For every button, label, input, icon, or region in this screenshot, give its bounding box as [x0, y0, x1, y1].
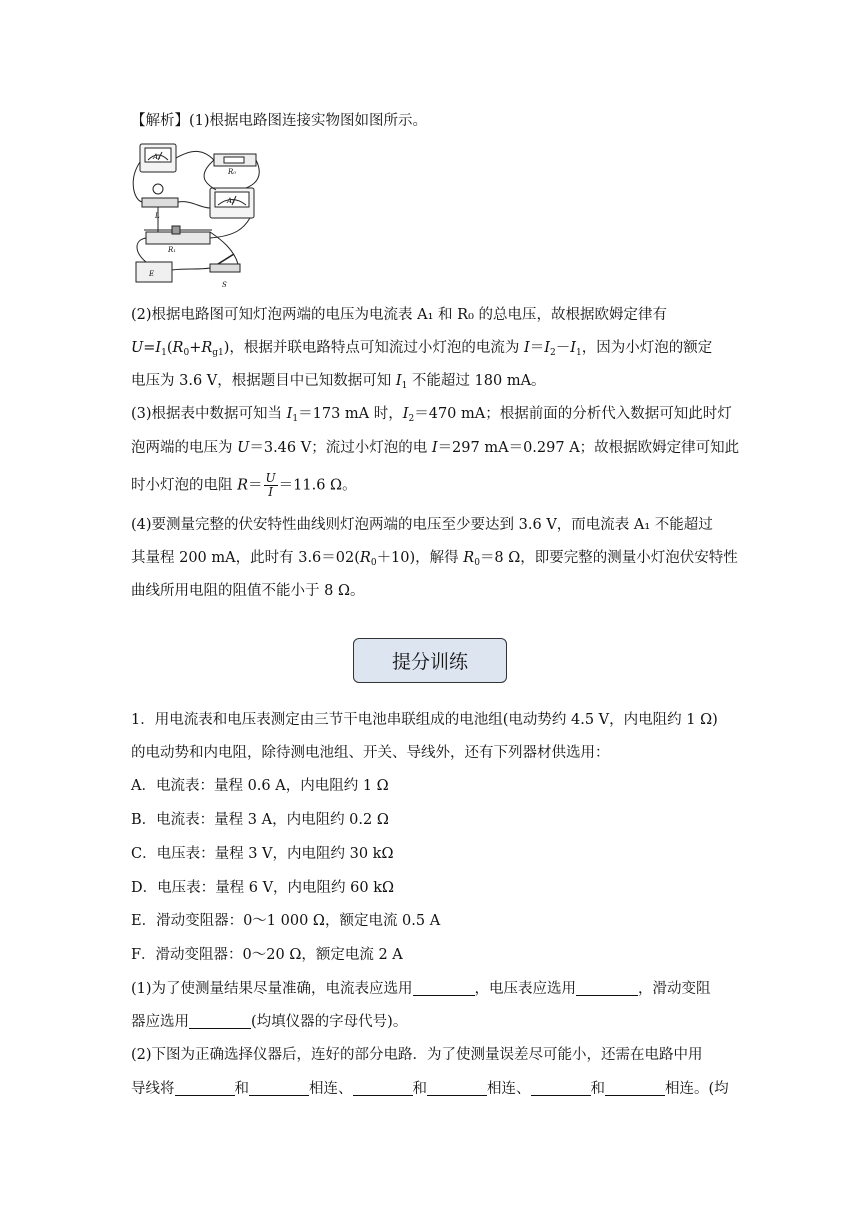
subquestion-2-line1: (2)下图为正确选择仪器后，连好的部分电路．为了使测量误差尽可能小，还需在电路中用 [131, 1047, 703, 1063]
lamp-l [153, 184, 163, 194]
answer-blank-rheostat[interactable] [189, 1014, 251, 1029]
analysis-tag: 【解析】 [131, 113, 189, 129]
switch-s [210, 264, 240, 272]
analysis-p2-line3: 电压为 3.6 V，根据题目中已知数据可知 $I_1$ 不能超过 180 mA。 [131, 373, 546, 391]
label-e: E [149, 270, 155, 278]
question-1-line1: 1．用电流表和电压表测定由三节干电池串联组成的电池组(电动势约 4.5 V，内电阻约 1 Ω) [131, 712, 718, 728]
option-a: A．电流表：量程 0.6 A，内电阻约 1 Ω [131, 778, 389, 794]
answer-blank-wire-1a[interactable] [175, 1081, 235, 1096]
option-c: C．电压表：量程 3 V，内电阻约 30 kΩ [131, 846, 394, 862]
subquestion-1-line1: (1)为了使测量结果尽量准确，电流表应选用 ，电压表应选用 ，滑动变阻 [131, 981, 711, 997]
analysis-p1: (1)根据电路图连接实物图如图所示。 [189, 113, 428, 129]
analysis-p4-line2: 其量程 200 mA，此时有 $3.6=02(R_0+10)$，解得 $R_0=8$ Ω，即要完整的测量小灯泡伏安特性 [131, 550, 738, 568]
analysis-p4-line1: (4)要测量完整的伏安特性曲线则灯泡两端的电压至少要达到 3.6 V，而电流表 A₁ 不能超过 [131, 517, 713, 533]
option-e: E．滑动变阻器：0～1 000 Ω，额定电流 0.5 A [131, 913, 441, 929]
option-f: F．滑动变阻器：0～20 Ω，额定电流 2 A [131, 947, 403, 963]
answer-blank-wire-2b[interactable] [427, 1081, 487, 1096]
label-r0: R₀ [228, 168, 237, 176]
answer-blank-voltmeter[interactable] [576, 981, 638, 996]
label-a1: A₁ [153, 153, 161, 161]
label-r1: R₁ [168, 246, 177, 254]
label-l: L [155, 212, 160, 220]
fraction-u-over-i: $\frac{U}{I}$ [265, 471, 276, 499]
option-b: B．电流表：量程 3 A，内电阻约 0.2 Ω [131, 812, 389, 828]
circuit-physical-diagram [126, 140, 266, 290]
answer-blank-wire-3b[interactable] [605, 1081, 665, 1096]
answer-blank-ammeter[interactable] [413, 981, 475, 996]
question-1-line2: 的电动势和内电阻，除待测电池组、开关、导线外，还有下列器材供选用： [131, 745, 610, 761]
label-a2: A₂ [227, 197, 235, 205]
analysis-p2-line2: $U=I_1(R_0+R_{g1})$，根据并联电路特点可知流过小灯泡的电流为 $I=I_2-I_1$，因为小灯泡的额定 [131, 340, 713, 358]
analysis-p3-line1: (3)根据表中数据可知当 $I_1=173$ mA 时，$I_2=470$ mA；根据前面的分析代入数据可知此时灯 [131, 406, 732, 424]
analysis-p4-line3: 曲线所用电阻的阻值不能小于 8 Ω。 [131, 583, 365, 599]
analysis-p3-line3: 时小灯泡的电阻 R＝ $\frac{U}{I}$ ＝11.6 Ω。 [131, 471, 357, 499]
subquestion-1-line2: 器应选用 (均填仪器的字母代号)。 [131, 1014, 408, 1030]
section-heading [353, 638, 507, 683]
analysis-p2-line1: (2)根据电路图可知灯泡两端的电压为电流表 A₁ 和 R₀ 的总电压，故根据欧姆定律有 [131, 307, 667, 323]
option-d: D．电压表：量程 6 V，内电阻约 60 kΩ [131, 880, 395, 896]
section-heading-label: 提分训练 [391, 651, 468, 673]
analysis-intro [131, 110, 731, 132]
analysis-p3-line2: 泡两端的电压为 U＝3.46 V；流过小灯泡的电 I＝297 mA＝0.297 A；故根据欧姆定律可知此 [131, 440, 740, 456]
answer-blank-wire-2a[interactable] [353, 1081, 413, 1096]
subquestion-2-line2: 导线将 和 相连、 和 相连、 和 相连。(均 [131, 1081, 729, 1097]
answer-blank-wire-3a[interactable] [531, 1081, 591, 1096]
label-s: S [222, 281, 227, 289]
answer-blank-wire-1b[interactable] [249, 1081, 309, 1096]
